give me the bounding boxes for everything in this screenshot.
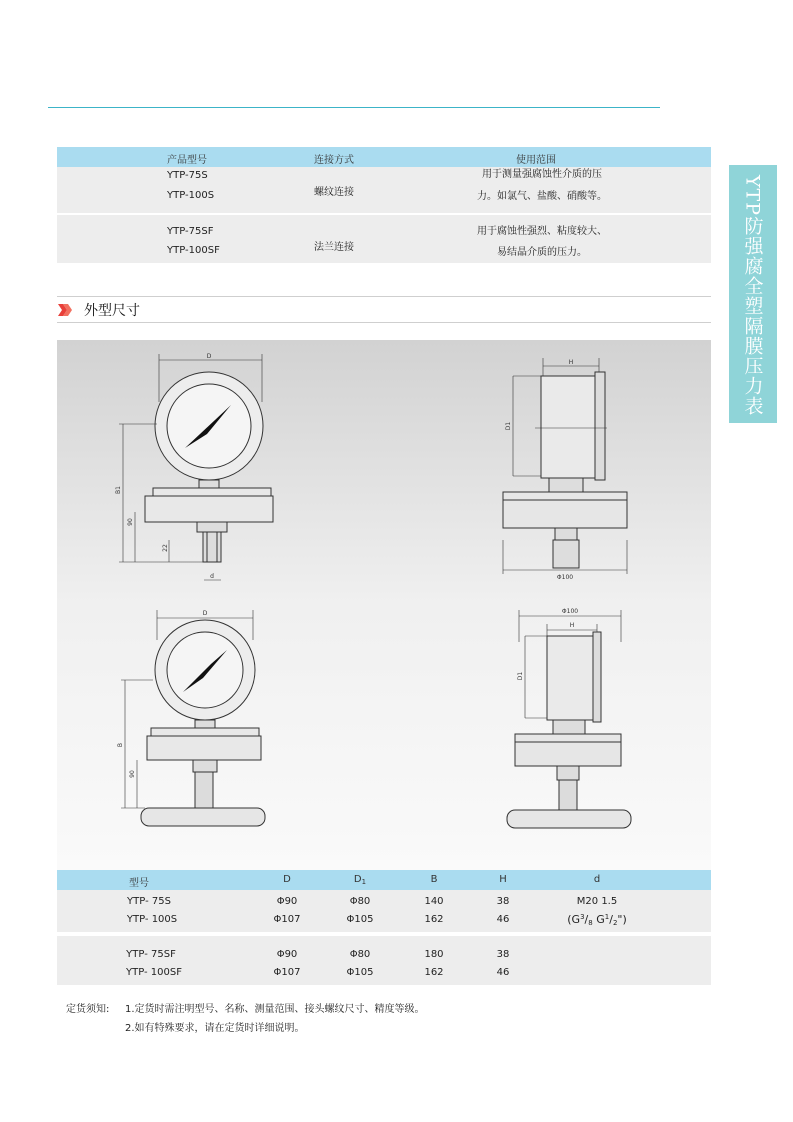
- dim-label-90: 90: [129, 770, 136, 778]
- table-row: [57, 964, 711, 982]
- cell-B: 162: [424, 914, 444, 925]
- header-model: 产品型号: [167, 155, 207, 166]
- cell-D: Φ107: [273, 914, 301, 925]
- cell-H: 46: [496, 967, 510, 978]
- cell-D: Φ90: [276, 949, 298, 960]
- dimension-table-header: [57, 870, 711, 890]
- header-D1: [354, 874, 366, 886]
- pipe-thread-superscript: 1: [604, 913, 610, 921]
- header-D1-text: D: [353, 874, 362, 885]
- section-heading: [58, 300, 140, 320]
- cell-D1: Φ105: [346, 967, 374, 978]
- section-rule-top: [57, 296, 711, 297]
- dimension-group-flanged: [57, 936, 711, 985]
- cell-d-thread: M20 1.5: [576, 896, 618, 907]
- dim-label-90: 90: [127, 518, 134, 526]
- section-rule-bottom: [57, 322, 711, 323]
- cell-d-pipe-thread: [567, 913, 627, 927]
- dimension-table: [57, 870, 711, 985]
- dimension-group-threaded: [57, 890, 711, 936]
- model-name: YTP-75S: [167, 170, 208, 181]
- header-H: H: [499, 874, 507, 885]
- cell-B: 180: [424, 949, 444, 960]
- dim-label-B: B: [117, 742, 124, 748]
- usage-text: 用于测量强腐蚀性介质的压: [482, 169, 602, 180]
- header-B: B: [430, 874, 438, 885]
- dim-label-H: H: [568, 359, 574, 366]
- cell-H: 46: [496, 914, 510, 925]
- application-table: [57, 147, 711, 263]
- cell-D1: Φ80: [349, 949, 371, 960]
- header-connection: 连接方式: [314, 155, 354, 166]
- dim-label-22: 22: [162, 544, 169, 552]
- cell-model: YTP- 100S: [126, 914, 178, 925]
- application-row-threaded: [57, 167, 711, 215]
- pipe-thread-subscript: 2: [612, 919, 618, 927]
- pipe-thread-part: /: [609, 913, 613, 926]
- pipe-thread-part: /: [584, 913, 589, 926]
- cell-B: 140: [424, 896, 444, 907]
- notes-item: 1.定货时需注明型号、名称、测量范围、接头螺纹尺寸、精度等级。: [125, 1004, 425, 1015]
- model-name: YTP-75SF: [167, 226, 214, 237]
- dim-label-d: d: [210, 573, 214, 580]
- ordering-notes: [66, 1000, 425, 1038]
- table-row: [57, 946, 711, 964]
- top-accent-rule: [48, 107, 660, 108]
- pipe-thread-superscript: 3: [580, 913, 585, 921]
- side-banner-text: YTP防强腐全塑隔膜压力表: [741, 175, 764, 416]
- dim-label-D1: D1: [505, 421, 512, 431]
- pipe-thread-part: G: [592, 913, 605, 926]
- pipe-thread-part: "): [617, 913, 627, 926]
- dim-label-H: H: [569, 622, 575, 629]
- header-d: d: [593, 874, 601, 885]
- header-model: 型号: [129, 878, 149, 889]
- notes-item: 2.如有特殊要求，请在定货时详细说明。: [125, 1023, 305, 1034]
- cell-D1: Φ80: [349, 896, 371, 907]
- notes-label: 定货须知:: [66, 1004, 110, 1015]
- dim-label-B1: B1: [115, 486, 122, 494]
- cell-model: YTP- 75S: [127, 896, 171, 907]
- cell-model: YTP- 75SF: [126, 949, 176, 960]
- cell-H: 38: [496, 949, 510, 960]
- dim-label-phi100: Φ100: [561, 608, 579, 615]
- cell-B: 162: [424, 967, 444, 978]
- cell-H: 38: [496, 896, 510, 907]
- connection-type: 螺纹连接: [314, 187, 354, 198]
- header-usage: 使用范围: [516, 155, 556, 166]
- cell-model: YTP- 100SF: [125, 967, 183, 978]
- dim-label-D: D: [202, 610, 208, 617]
- usage-text: 用于腐蚀性强烈、粘度较大、: [477, 226, 607, 237]
- table-row: [57, 893, 711, 911]
- application-row-flanged: [57, 215, 711, 263]
- usage-text: 易结晶介质的压力。: [497, 247, 587, 258]
- header-D: D: [283, 874, 291, 885]
- side-banner: [729, 165, 777, 423]
- dim-label-phi100: Φ100: [556, 574, 574, 581]
- cell-D1: Φ105: [346, 914, 374, 925]
- notes-spacer: [66, 1019, 125, 1038]
- table-row: [57, 911, 711, 929]
- double-chevron-icon: [58, 304, 72, 316]
- header-D1-subscript: 1: [361, 878, 367, 886]
- connection-type: 法兰连接: [314, 242, 354, 253]
- pipe-thread-subscript: 8: [588, 919, 593, 927]
- dimension-drawing: [57, 340, 711, 870]
- model-name: YTP-100S: [167, 190, 215, 201]
- dim-label-D1: D1: [517, 671, 524, 681]
- model-name: YTP-100SF: [167, 245, 220, 256]
- pipe-thread-part: (G: [567, 913, 581, 926]
- section-title: 外型尺寸: [84, 303, 140, 319]
- dim-label-D: D: [206, 353, 212, 360]
- usage-text: 力。如氯气、盐酸、硝酸等。: [477, 191, 607, 202]
- cell-D: Φ107: [273, 967, 301, 978]
- cell-D: Φ90: [276, 896, 298, 907]
